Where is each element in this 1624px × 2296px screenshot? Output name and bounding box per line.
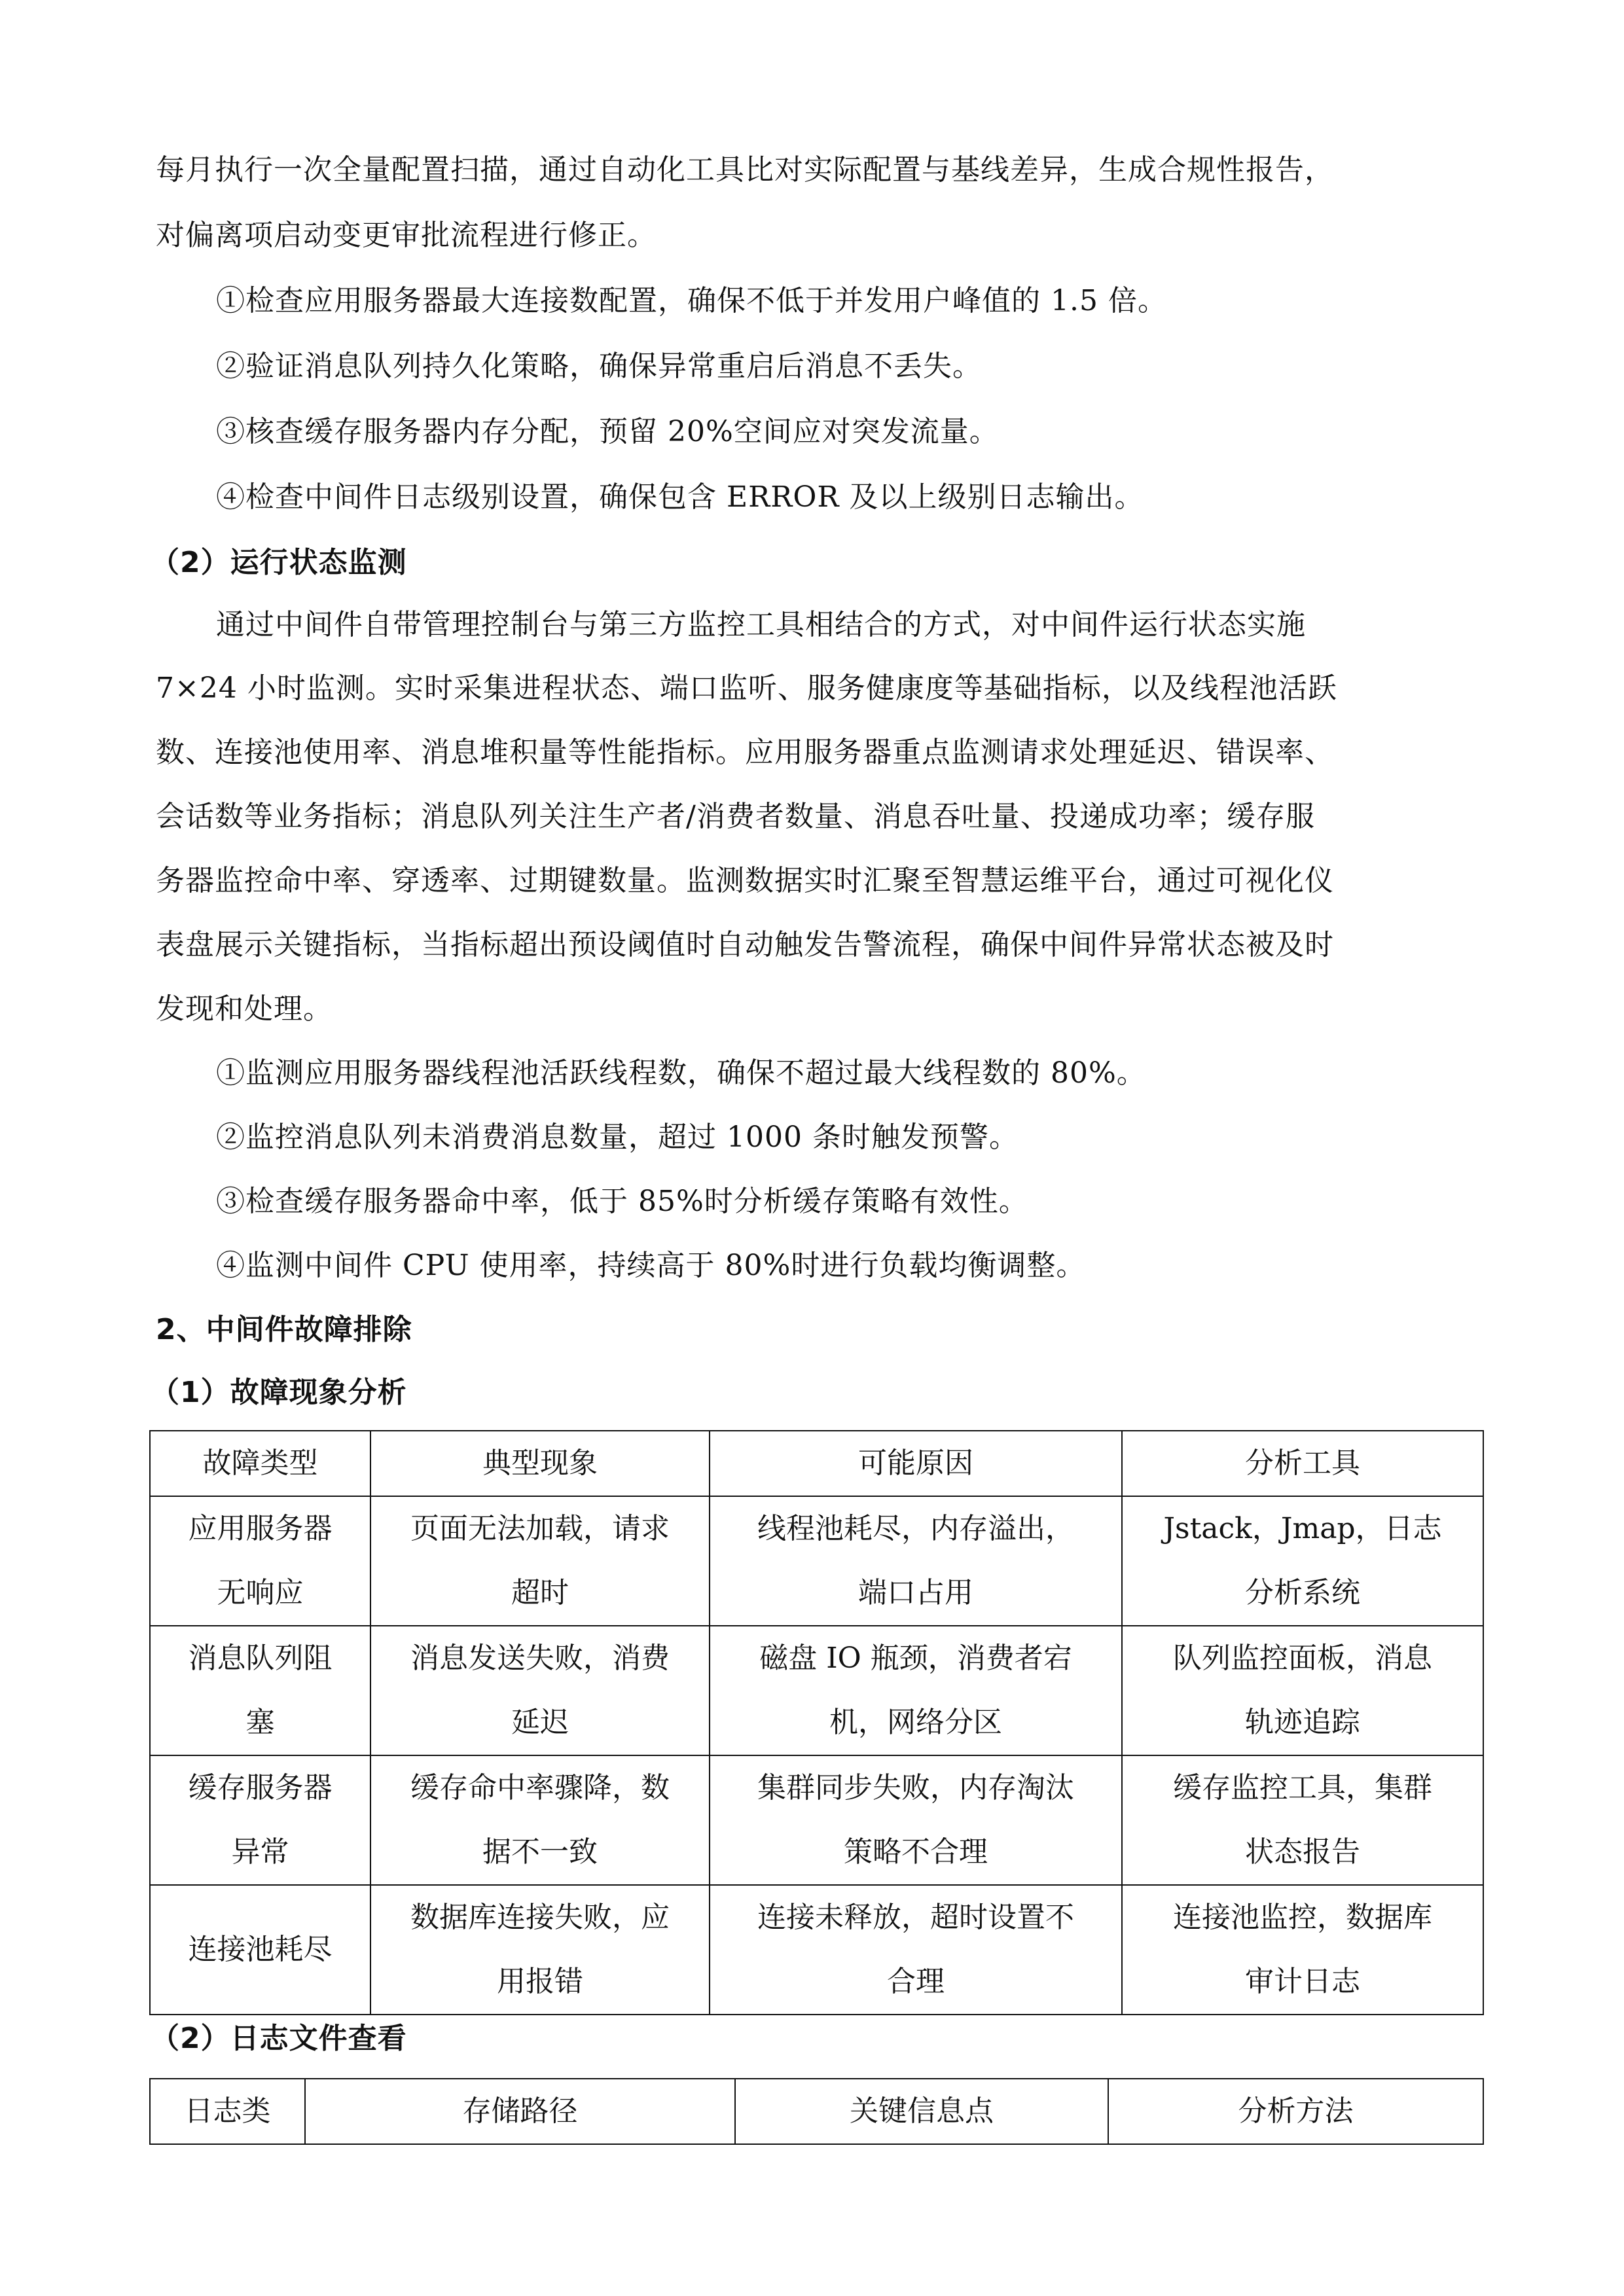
fault-table: [149, 1430, 1484, 2015]
monitor-line-3: 数、连接池使用率、消息堆积量等性能指标。应用服务器重点监测请求处理延迟、错误率、: [156, 736, 1334, 769]
log-view-heading: （2）日志文件查看: [151, 2022, 407, 2055]
cell-line: 无响应: [217, 1576, 304, 1609]
intro-line-1: 每月执行一次全量配置扫描，通过自动化工具比对实际配置与基线差异，生成合规性报告，: [156, 153, 1334, 187]
intro-line-2: 对偏离项启动变更审批流程进行修正。: [156, 219, 657, 252]
fault-table-header: [150, 1431, 1483, 1496]
cell-line: 合理: [887, 1965, 945, 1998]
fault-tool-cell: [1122, 1496, 1483, 1626]
fault-cause-cell: [710, 1496, 1122, 1626]
fault-tool-cell: [1122, 1885, 1483, 2015]
fault-header-tool: 分析工具: [1122, 1431, 1483, 1496]
fault-symptom-cell: [370, 1755, 710, 1885]
fault-symptom-cell: [370, 1626, 710, 1755]
fault-symptom-cell: [370, 1885, 710, 2015]
monitor-line-1: 通过中间件自带管理控制台与第三方监控工具相结合的方式，对中间件运行状态实施: [216, 608, 1306, 641]
log-header-type: 日志类: [150, 2079, 305, 2144]
monitor-line-2: 7×24 小时监测。实时采集进程状态、端口监听、服务健康度等基础指标，以及线程池活跃: [156, 672, 1337, 705]
cell-line: 状态报告: [1245, 1835, 1360, 1869]
fault-tool-cell: [1122, 1755, 1483, 1885]
log-header-method: 分析方法: [1108, 2079, 1483, 2144]
cell-line: 缓存监控工具，集群: [1173, 1771, 1432, 1804]
fault-analysis-heading: （1）故障现象分析: [151, 1376, 407, 1409]
fault-type-cell: [150, 1885, 370, 2015]
log-header-keypoints: 关键信息点: [735, 2079, 1108, 2144]
log-header-path: 存储路径: [305, 2079, 735, 2144]
fault-header-cause: 可能原因: [710, 1431, 1122, 1496]
monitor-line-7: 发现和处理。: [156, 992, 333, 1026]
fault-cause-cell: [710, 1626, 1122, 1755]
fault-cause-cell: [710, 1755, 1122, 1885]
cell-line: 机，网络分区: [829, 1706, 1002, 1739]
cell-line: 轨迹追踪: [1245, 1706, 1360, 1739]
monitor-line-5: 务器监控命中率、穿透率、过期键数量。监测数据实时汇聚至智慧运维平台，通过可视化仪: [156, 864, 1334, 897]
monitor-item-2: ②监控消息队列未消费消息数量，超过 1000 条时触发预警。: [216, 1121, 1019, 1154]
fault-header-symptom: 典型现象: [370, 1431, 710, 1496]
monitor-item-1: ①监测应用服务器线程池活跃线程数，确保不超过最大线程数的 80%。: [216, 1056, 1146, 1090]
table-row: [150, 1626, 1483, 1755]
cell-line: 异常: [231, 1835, 289, 1869]
monitor-line-6: 表盘展示关键指标，当指标超出预设阈值时自动触发告警流程，确保中间件异常状态被及时: [156, 928, 1334, 961]
cell-line: 数据库连接失败，应: [410, 1901, 670, 1934]
fault-tool-cell: [1122, 1626, 1483, 1755]
cell-line: 端口占用: [858, 1576, 973, 1609]
cell-line: 队列监控面板，消息: [1173, 1641, 1432, 1675]
monitor-item-3: ③检查缓存服务器命中率，低于 85%时分析缓存策略有效性。: [216, 1185, 1028, 1218]
cell-line: 审计日志: [1245, 1965, 1360, 1998]
table-row: [150, 1755, 1483, 1885]
log-table-header: [150, 2079, 1483, 2144]
cell-line: 分析系统: [1245, 1576, 1360, 1609]
cell-line: 应用服务器: [188, 1512, 333, 1545]
cell-line: 用报错: [497, 1965, 583, 1998]
table-row: [150, 1496, 1483, 1626]
section-2-heading: 2、中间件故障排除: [156, 1313, 412, 1346]
cell-line: 消息队列阻: [188, 1641, 333, 1675]
cell-line: 集群同步失败，内存淘汰: [757, 1771, 1074, 1804]
fault-symptom-cell: [370, 1496, 710, 1626]
cell-line: 磁盘 IO 瓶颈，消费者宕: [759, 1641, 1072, 1675]
fault-cause-cell: [710, 1885, 1122, 2015]
cell-line: 连接池耗尽: [188, 1933, 333, 1966]
cell-line: 线程池耗尽，内存溢出，: [757, 1512, 1074, 1545]
monitor-heading: （2）运行状态监测: [151, 546, 407, 579]
cell-line: 策略不合理: [844, 1835, 988, 1869]
cell-line: 页面无法加载，请求: [410, 1512, 670, 1545]
config-item-4: ④检查中间件日志级别设置，确保包含 ERROR 及以上级别日志输出。: [216, 480, 1144, 514]
cell-line: 塞: [245, 1706, 275, 1739]
fault-type-cell: [150, 1496, 370, 1626]
monitor-line-4: 会话数等业务指标；消息队列关注生产者/消费者数量、消息吞吐量、投递成功率；缓存服: [156, 800, 1315, 833]
monitor-item-4: ④监测中间件 CPU 使用率，持续高于 80%时进行负载均衡调整。: [216, 1249, 1086, 1282]
table-row: [150, 1885, 1483, 2015]
fault-type-cell: [150, 1755, 370, 1885]
cell-line: Jstack，Jmap，日志: [1163, 1512, 1442, 1545]
cell-line: 缓存命中率骤降，数: [410, 1771, 670, 1804]
fault-header-type: 故障类型: [150, 1431, 370, 1496]
log-table: [149, 2078, 1484, 2145]
config-item-2: ②验证消息队列持久化策略，确保异常重启后消息不丢失。: [216, 350, 982, 383]
fault-type-cell: [150, 1626, 370, 1755]
cell-line: 消息发送失败，消费: [410, 1641, 670, 1675]
cell-line: 缓存服务器: [188, 1771, 333, 1804]
config-item-3: ③核查缓存服务器内存分配，预留 20%空间应对突发流量。: [216, 415, 999, 448]
cell-line: 据不一致: [482, 1835, 598, 1869]
config-item-1: ①检查应用服务器最大连接数配置，确保不低于并发用户峰值的 1.5 倍。: [216, 284, 1167, 317]
cell-line: 连接未释放，超时设置不: [757, 1901, 1074, 1934]
cell-line: 延迟: [511, 1706, 569, 1739]
cell-line: 超时: [511, 1576, 569, 1609]
cell-line: 连接池监控，数据库: [1173, 1901, 1432, 1934]
